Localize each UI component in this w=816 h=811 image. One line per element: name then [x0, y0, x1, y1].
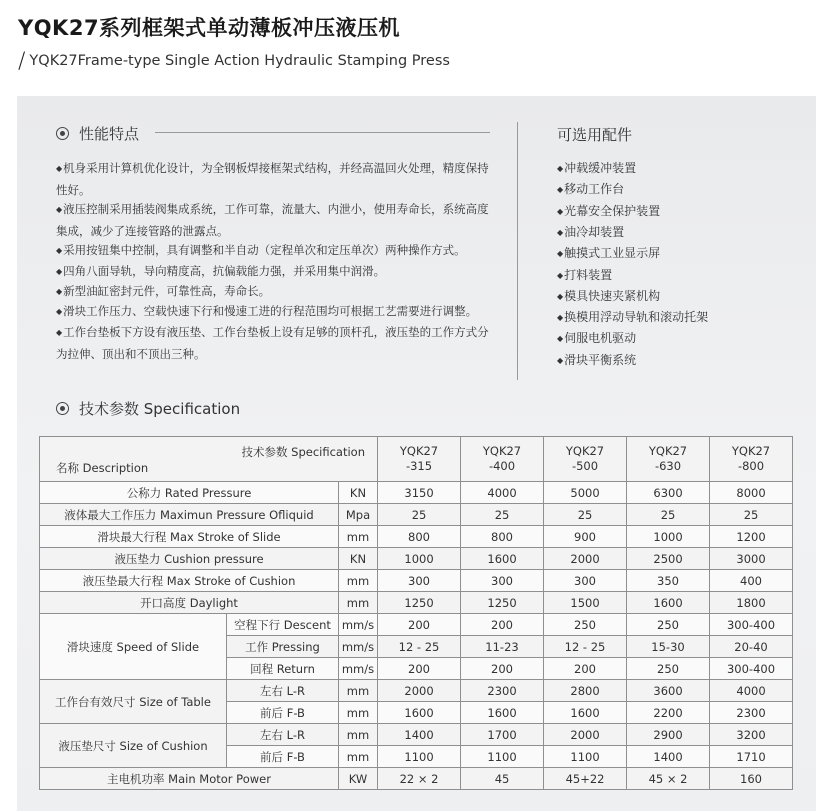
option-text: 冲载缓冲装置: [564, 161, 637, 175]
table-row: [40, 504, 793, 526]
unit-cell: mm: [339, 526, 378, 548]
sub-param-name: 回程 Return: [227, 658, 339, 680]
value-cell: 25: [544, 504, 627, 526]
feature-item: [56, 261, 496, 283]
value-cell: 1600: [461, 702, 544, 724]
value-cell: 2000: [544, 548, 627, 570]
value-cell: 1600: [461, 548, 544, 570]
feature-item: [56, 322, 496, 364]
value-cell: 400: [710, 570, 793, 592]
value-cell: 1100: [461, 746, 544, 768]
param-name: 滑块最大行程 Max Stroke of Slide: [40, 526, 339, 548]
sub-param-name: 工作 Pressing: [227, 636, 339, 658]
sub-param-name: 前后 F-B: [227, 746, 339, 768]
model-name: YQK27: [565, 444, 605, 458]
option-item: [557, 307, 708, 329]
vertical-separator: [517, 122, 518, 380]
group-name: 工作台有效尺寸 Size of Table: [40, 680, 227, 724]
value-cell: 2500: [627, 548, 710, 570]
param-name: 液压垫最大行程 Max Stroke of Cushion: [40, 570, 339, 592]
value-cell: 1600: [378, 702, 461, 724]
unit-cell: mm/s: [339, 614, 378, 636]
value-cell: 300: [544, 570, 627, 592]
model-name: YQK27: [482, 444, 522, 458]
value-cell: 15-30: [627, 636, 710, 658]
model-suffix: -630: [654, 459, 682, 473]
value-cell: 8000: [710, 482, 793, 504]
option-text: 打料装置: [564, 267, 613, 282]
option-text: 油冷却装置: [564, 224, 625, 239]
value-cell: 45+22: [544, 768, 627, 790]
value-cell: 300-400: [710, 614, 793, 636]
sub-param-name: 左右 L-R: [227, 680, 339, 702]
option-text: 换模用浮动导轨和滚动托架: [564, 310, 709, 325]
feature-text: 采用按钮集中控制，具有调整和半自动（定程单次和定压单次）两种操作方式。: [63, 243, 466, 257]
option-text: 伺服电机驱动: [564, 331, 637, 346]
options-heading-text: 可选用配件: [557, 126, 633, 144]
value-cell: 45: [461, 768, 544, 790]
table-row: [40, 526, 793, 548]
unit-cell: mm/s: [339, 636, 378, 658]
subtitle-text: YQK27Frame-type Single Action Hydraulic Stamping Press: [29, 53, 450, 69]
features-divider: [155, 132, 490, 133]
value-cell: 200: [378, 614, 461, 636]
unit-cell: Mpa: [339, 504, 378, 526]
unit-cell: KN: [339, 548, 378, 570]
model-header: [378, 437, 461, 482]
page-title: YQK27系列框架式单动薄板冲压液压机: [18, 16, 401, 40]
table-row: [40, 724, 793, 746]
value-cell: 1250: [378, 592, 461, 614]
value-cell: 1250: [461, 592, 544, 614]
value-cell: 200: [378, 658, 461, 680]
diamond-bullet-icon: ◆: [557, 249, 564, 259]
value-cell: 25: [710, 504, 793, 526]
diamond-bullet-icon: ◆: [56, 328, 63, 337]
value-cell: 4000: [461, 482, 544, 504]
options-heading: [557, 124, 632, 145]
model-name: YQK27: [731, 444, 771, 458]
value-cell: 1700: [461, 724, 544, 746]
value-cell: 2000: [378, 680, 461, 702]
value-cell: 3150: [378, 482, 461, 504]
value-cell: 250: [627, 658, 710, 680]
value-cell: 200: [461, 658, 544, 680]
diamond-bullet-icon: ◆: [56, 307, 63, 316]
group-name: 滑块速度 Speed of Slide: [40, 614, 227, 680]
feature-item: [56, 199, 496, 241]
option-text: 滑块平衡系统: [564, 352, 637, 367]
unit-cell: KN: [339, 482, 378, 504]
value-cell: 2000: [544, 724, 627, 746]
sub-param-name: 左右 L-R: [227, 724, 339, 746]
unit-cell: mm: [339, 724, 378, 746]
unit-cell: KW: [339, 768, 378, 790]
value-cell: 900: [544, 526, 627, 548]
model-suffix: -500: [571, 459, 599, 473]
table-row: [40, 768, 793, 790]
table-row: [40, 482, 793, 504]
model-header: [710, 437, 793, 482]
diamond-bullet-icon: ◆: [557, 164, 564, 173]
option-item: [557, 158, 636, 180]
feature-text: 新型油缸密封元件，可靠性高，寿命长。: [63, 284, 271, 298]
model-name: YQK27: [648, 444, 688, 458]
table-row: [40, 592, 793, 614]
table-row: [40, 614, 793, 636]
value-cell: 1600: [627, 592, 710, 614]
table-header-row: [40, 437, 793, 482]
option-item: [557, 265, 612, 287]
value-cell: 1800: [710, 592, 793, 614]
model-header: [461, 437, 544, 482]
circle-bullet-icon: [56, 127, 69, 140]
diamond-bullet-icon: ◆: [557, 185, 564, 195]
value-cell: 250: [544, 614, 627, 636]
value-cell: 300: [378, 570, 461, 592]
value-cell: 1710: [710, 746, 793, 768]
param-name: 开口高度 Daylight: [40, 592, 339, 614]
value-cell: 200: [544, 658, 627, 680]
feature-item: [56, 240, 496, 262]
option-item: [557, 328, 636, 350]
model-name: YQK27: [399, 444, 439, 458]
sub-param-name: 空程下行 Descent: [227, 614, 339, 636]
value-cell: 1400: [627, 746, 710, 768]
features-heading-text: 性能特点: [79, 125, 140, 143]
unit-cell: mm: [339, 746, 378, 768]
param-name: 液体最大工作压力 Maximun Pressure Ofliquid: [40, 504, 339, 526]
value-cell: 25: [378, 504, 461, 526]
value-cell: 3200: [710, 724, 793, 746]
param-name: 主电机功率 Main Motor Power: [40, 768, 339, 790]
value-cell: 4000: [710, 680, 793, 702]
unit-cell: mm: [339, 702, 378, 724]
value-cell: 800: [461, 526, 544, 548]
value-cell: 250: [627, 614, 710, 636]
diamond-bullet-icon: ◆: [557, 291, 564, 301]
value-cell: 2300: [461, 680, 544, 702]
value-cell: 45 × 2: [627, 768, 710, 790]
value-cell: 1500: [544, 592, 627, 614]
option-item: [557, 201, 660, 223]
unit-cell: mm: [339, 570, 378, 592]
diamond-bullet-icon: ◆: [56, 287, 63, 296]
value-cell: 2300: [710, 702, 793, 724]
value-cell: 2800: [544, 680, 627, 702]
option-item: [557, 222, 624, 244]
spec-heading-text: 技术参数 Specification: [79, 400, 241, 418]
value-cell: 300-400: [710, 658, 793, 680]
value-cell: 1100: [378, 746, 461, 768]
value-cell: 6300: [627, 482, 710, 504]
diamond-bullet-icon: ◆: [557, 313, 564, 323]
value-cell: 5000: [544, 482, 627, 504]
diamond-bullet-icon: ◆: [56, 267, 63, 276]
corner-bottom-label: 名称 Description: [56, 461, 149, 475]
value-cell: 25: [461, 504, 544, 526]
value-cell: 2900: [627, 724, 710, 746]
slash-divider: /: [18, 49, 26, 74]
table-row: [40, 680, 793, 702]
value-cell: 3000: [710, 548, 793, 570]
value-cell: 300: [461, 570, 544, 592]
diamond-bullet-icon: ◆: [557, 270, 564, 280]
value-cell: 160: [710, 768, 793, 790]
value-cell: 1600: [544, 702, 627, 724]
value-cell: 12 - 25: [544, 636, 627, 658]
diamond-bullet-icon: ◆: [557, 334, 564, 344]
unit-cell: mm: [339, 592, 378, 614]
value-cell: 200: [461, 614, 544, 636]
model-header: [627, 437, 710, 482]
unit-cell: mm/s: [339, 658, 378, 680]
option-text: 模具快速夹紧机构: [564, 288, 661, 303]
option-text: 移动工作台: [564, 182, 625, 197]
table-row: [40, 570, 793, 592]
value-cell: 350: [627, 570, 710, 592]
value-cell: 1100: [544, 746, 627, 768]
spec-heading: [56, 398, 240, 419]
diamond-bullet-icon: ◆: [557, 355, 564, 365]
option-item: [557, 286, 660, 308]
unit-cell: mm: [339, 680, 378, 702]
group-name: 液压垫尺寸 Size of Cushion: [40, 724, 227, 768]
value-cell: 11-23: [461, 636, 544, 658]
model-suffix: -400: [488, 459, 516, 473]
feature-item: [56, 158, 496, 200]
feature-item: [56, 301, 496, 323]
value-cell: 2200: [627, 702, 710, 724]
value-cell: 25: [627, 504, 710, 526]
table-corner-header: [40, 437, 378, 482]
sub-param-name: 前后 F-B: [227, 702, 339, 724]
option-item: [557, 350, 636, 372]
option-item: [557, 243, 660, 265]
value-cell: 1400: [378, 724, 461, 746]
corner-top-label: 技术参数 Specification: [241, 445, 366, 459]
option-text: 光幕安全保护装置: [564, 203, 661, 218]
diamond-bullet-icon: ◆: [56, 246, 63, 255]
model-suffix: -315: [405, 459, 433, 473]
value-cell: 3600: [627, 680, 710, 702]
feature-text: 机身采用计算机优化设计，为全钢板焊接框架式结构，并经高温回火处理，精度保持性好。: [56, 161, 489, 197]
circle-bullet-icon: [56, 402, 69, 415]
model-suffix: -800: [737, 459, 765, 473]
diamond-bullet-icon: ◆: [557, 227, 564, 237]
value-cell: 1200: [710, 526, 793, 548]
param-name: 公称力 Rated Pressure: [40, 482, 339, 504]
value-cell: 12 - 25: [378, 636, 461, 658]
spec-table: [39, 436, 793, 790]
option-item: [557, 179, 624, 201]
param-name: 液压垫力 Cushion pressure: [40, 548, 339, 570]
feature-text: 滑块工作压力、空载快速下行和慢速工进的行程范围均可根据工艺需要进行调整。: [63, 304, 478, 318]
diamond-bullet-icon: ◆: [56, 164, 63, 173]
model-header: [544, 437, 627, 482]
diamond-bullet-icon: ◆: [56, 205, 63, 214]
value-cell: 1000: [378, 548, 461, 570]
value-cell: 20-40: [710, 636, 793, 658]
option-text: 触摸式工业显示屏: [564, 246, 661, 261]
features-heading: [56, 123, 139, 144]
table-row: [40, 548, 793, 570]
feature-text: 液压控制采用插装阀集成系统，工作可靠，流量大、内泄小，使用寿命长，系统高度集成，减少了连接管路的泄露点。: [56, 202, 489, 238]
feature-item: [56, 281, 496, 303]
diamond-bullet-icon: ◆: [557, 206, 564, 216]
feature-text: 工作台垫板下方设有液压垫、工作台垫板上设有足够的顶杆孔，液压垫的工作方式分为拉伸、顶出和不顶出三种。: [56, 325, 489, 361]
value-cell: 22 × 2: [378, 768, 461, 790]
page-subtitle: [18, 46, 450, 74]
value-cell: 1000: [627, 526, 710, 548]
feature-text: 四角八面导轨，导向精度高，抗偏载能力强，并采用集中润滑。: [63, 264, 386, 278]
value-cell: 800: [378, 526, 461, 548]
